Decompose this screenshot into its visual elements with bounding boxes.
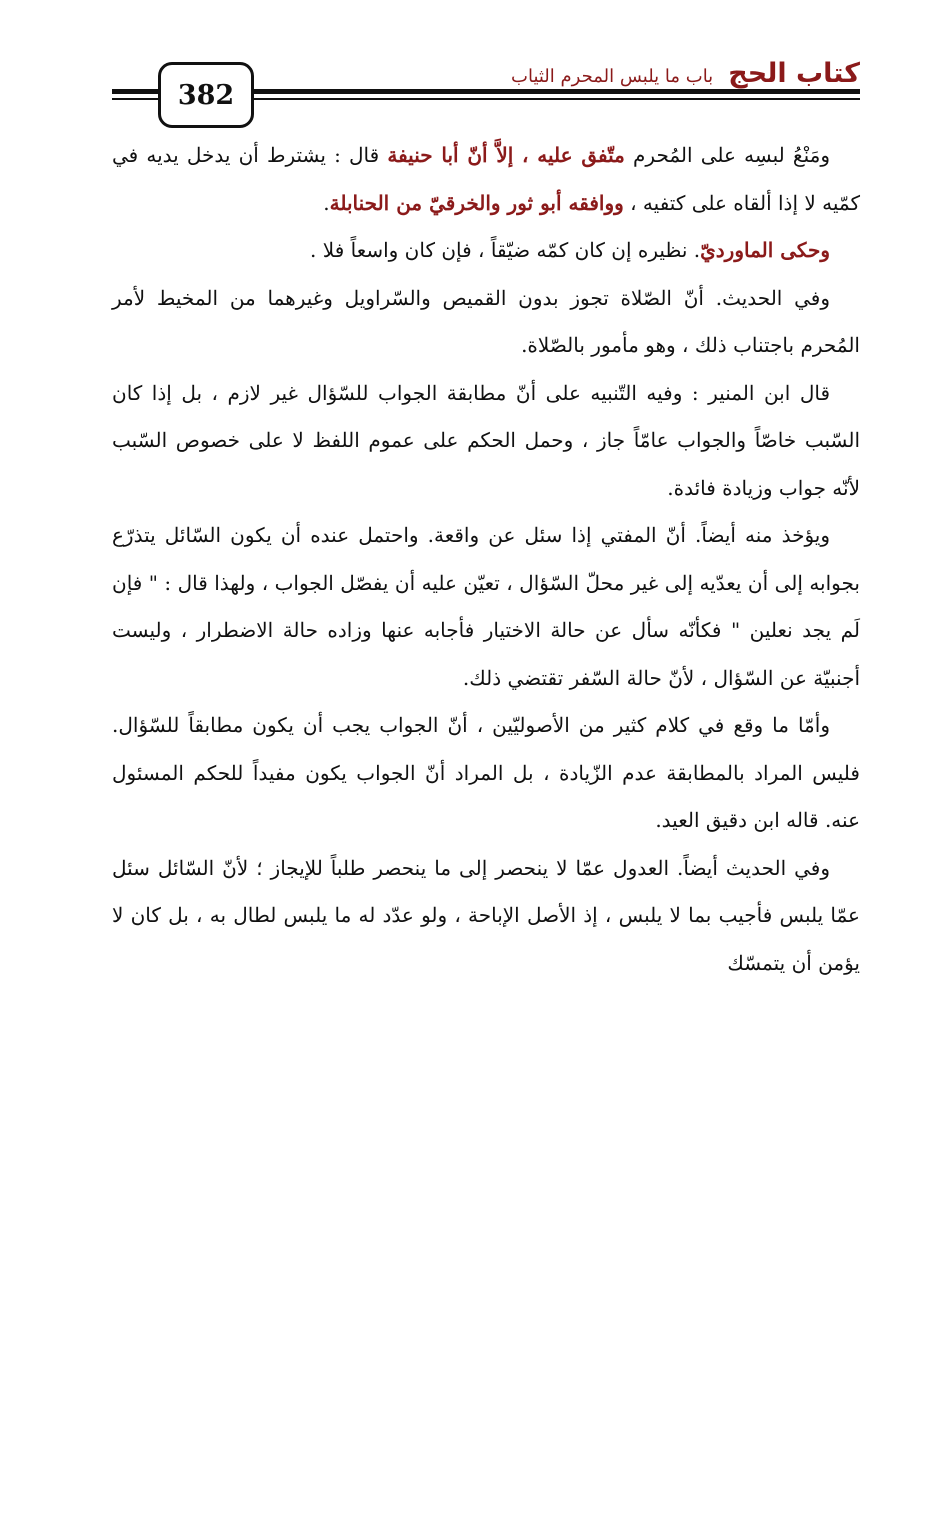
paragraph-text: .	[323, 190, 330, 215]
paragraph-5: ويؤخذ منه أيضاً. أنّ المفتي إذا سئل عن واقعة. واحتمل عنده أن يكون السّائل يتذرّع بجوابه إلى أن يعدّيه إلى غير محلّ السّؤال ، تعيّن عليه أن يفصّل الجواب ، ولهذا قال : " فإن لَم يجد نعلين " فكأنّه سأل عن حالة الاختيار فأجابه عنها وزاده حالة الاضطرار ، وليست أجنبيّة عن السّؤال ، لأنّ حالة السّفر تقتضي ذلك.	[112, 523, 860, 690]
highlight-text: ووافقه أبو ثور والخرقيّ من الحنابلة	[329, 190, 624, 215]
chapter-title: باب ما يلبس المحرم الثياب	[511, 66, 714, 87]
paragraph-1	[112, 132, 860, 227]
paragraph-text: قال : يشترط أن يدخل يديه في كمّيه لا إذا ألقاه على كتفيه ،	[112, 143, 860, 215]
paragraph-4: قال ابن المنير : وفيه التّنبيه على أنّ مطابقة الجواب للسّؤال غير لازم ، بل إذا كان السّبب خاصّاً والجواب عامّاً جاز ، وحمل الحكم على عموم اللفظ لا على خصوص السّبب لأنّه جواب وزيادة فائدة.	[112, 380, 860, 500]
book-title: كتاب الحج	[728, 58, 860, 89]
running-title	[511, 58, 860, 89]
paragraph-2	[112, 227, 860, 275]
paragraph-7: وفي الحديث أيضاً. العدول عمّا لا ينحصر إلى ما ينحصر طلباً للإيجاز ؛ لأنّ السّائل سئل عمّا يلبس فأجيب بما لا يلبس ، إذ الأصل الإباحة ، ولو عدّد له ما يلبس لطال به ، بل كان لا يؤمن أن يتمسّك	[112, 855, 860, 975]
page-header	[112, 44, 860, 124]
paragraph-text: . نظيره إن كان كمّه ضيّقاً ، فإن كان واسعاً فلا .	[310, 238, 701, 262]
highlight-text: وحكى الماورديّ	[700, 238, 830, 262]
page-body	[112, 132, 860, 987]
paragraph-text: ومَنْعُ لبسِه على المُحرم	[624, 143, 830, 167]
paragraph-6: وأمّا ما وقع في كلام كثير من الأصوليّين ، أنّ الجواب يجب أن يكون مطابقاً للسّؤال. فليس المراد بالمطابقة عدم الزّيادة ، بل المراد أنّ الجواب يكون مفيداً للحكم المسئول عنه. قاله ابن دقيق العيد.	[112, 713, 860, 832]
page-number: 382	[158, 62, 254, 128]
highlight-text: متّفق عليه ، إلاَّ أنّ أبا حنيفة	[387, 143, 625, 167]
paragraph-3: وفي الحديث. أنّ الصّلاة تجوز بدون القميص والسّراويل وغيرهما من المخيط لأمر المُحرم باجتناب ذلك ، وهو مأمور بالصّلاة.	[112, 285, 860, 357]
